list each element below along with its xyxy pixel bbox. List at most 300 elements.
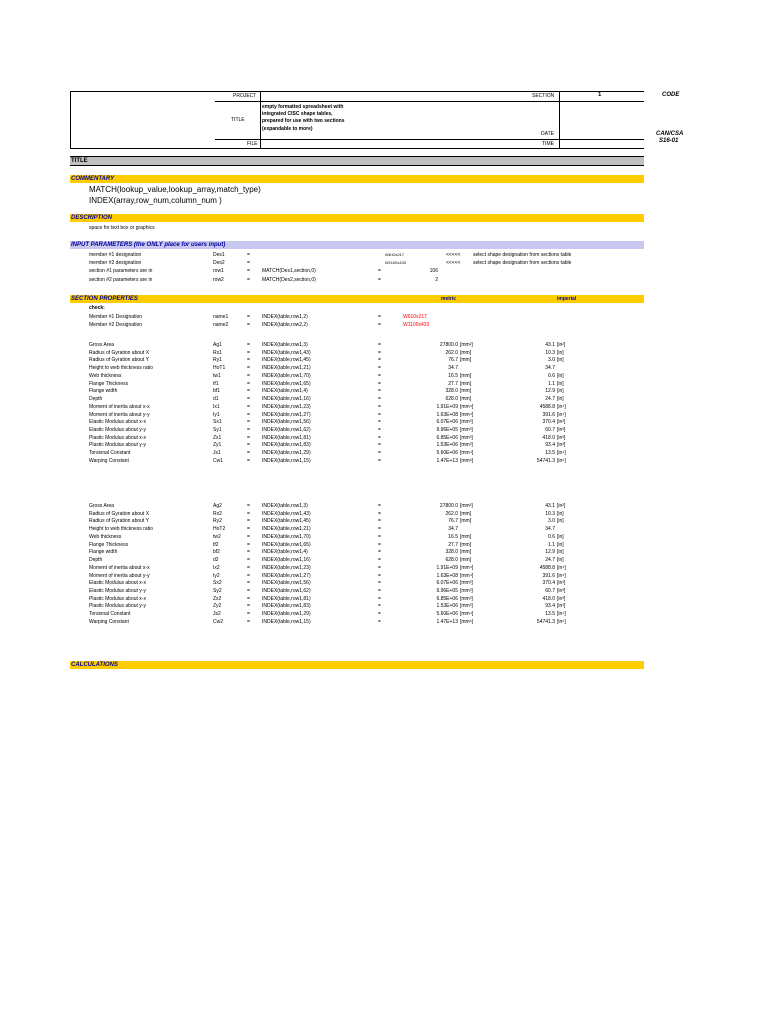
input-arrow: <<<<< [446, 252, 461, 258]
check-symbol: name2 [213, 322, 229, 328]
date-label: DATE [541, 131, 554, 137]
section-value[interactable]: 1 [598, 92, 602, 98]
metric-unit: [mm³] [460, 580, 473, 586]
imperial-unit: [in] [557, 542, 564, 548]
imperial-unit: [in⁶] [557, 619, 566, 625]
metric-unit: [mm⁶] [460, 619, 474, 625]
equals-sign: = [378, 611, 381, 617]
metric-value: 34.7 [448, 526, 458, 532]
equals-sign: = [247, 450, 250, 456]
metric-value: 27.7 [448, 542, 458, 548]
metric-value: 628.0 [445, 557, 458, 563]
imperial-value: 391.6 [542, 412, 555, 418]
property-symbol: Zy2 [213, 603, 222, 609]
metric-value: 9.96E+05 [436, 588, 458, 594]
imperial-value: 13.5 [545, 450, 555, 456]
property-symbol: d2 [213, 557, 219, 563]
imperial-unit: [in] [557, 396, 564, 402]
equals-sign: = [247, 357, 250, 363]
imperial-value: 418.0 [542, 435, 555, 441]
equals-sign: = [378, 365, 381, 371]
equals-sign: = [247, 603, 250, 609]
property-symbol: HoT1 [213, 365, 226, 371]
equals-sign: = [247, 419, 250, 425]
imperial-value: 43.1 [545, 342, 555, 348]
description-label: DESCRIPTION [71, 215, 113, 221]
property-symbol: Sx1 [213, 419, 222, 425]
property-symbol: Cw1 [213, 458, 224, 464]
property-formula: INDEX(table,row1,81) [262, 435, 311, 441]
metric-value: 1.91E+09 [436, 404, 458, 410]
description-band [70, 214, 644, 222]
equals-sign: = [247, 435, 250, 441]
metric-unit: [mm] [460, 542, 472, 548]
property-formula: INDEX(table,row1,3) [262, 342, 308, 348]
commentary-band [70, 175, 644, 183]
imperial-unit: [in³] [557, 435, 566, 441]
imperial-unit: [in³] [557, 427, 566, 433]
title-text-1[interactable]: empty formatted spreadsheet with [262, 104, 344, 110]
imperial-unit: [in⁴] [557, 573, 566, 579]
property-label: Depth [89, 557, 103, 563]
property-formula: INDEX(table,row1,81) [262, 596, 311, 602]
imperial-value: 0.6 [548, 373, 555, 379]
equals-sign: = [247, 588, 250, 594]
imperial-unit: [in³] [557, 580, 566, 586]
equals-sign: = [378, 596, 381, 602]
metric-unit: [mm] [460, 534, 472, 540]
equals-sign: = [378, 277, 381, 283]
equals-sign: = [247, 458, 250, 464]
metric-value: 27800.0 [439, 342, 458, 348]
imperial-unit: [in³] [557, 419, 566, 425]
metric-unit: [mm] [460, 373, 472, 379]
title-text-2[interactable]: integrated CISC shape tables, [262, 111, 333, 117]
property-formula: INDEX(table,row1,29) [262, 611, 311, 617]
metric-value: 262.0 [445, 350, 458, 356]
property-label: Flange Thickness [89, 381, 129, 387]
equals-sign: = [378, 542, 381, 548]
property-label: Height to web thickness ratio [89, 526, 153, 532]
check-formula: INDEX(table,row2,2) [262, 322, 308, 328]
equals-sign: = [247, 549, 250, 555]
calculations-label: CALCULATIONS [71, 662, 118, 668]
description-text: space for text box or graphics [89, 225, 155, 231]
imperial-value: 1.1 [548, 381, 555, 387]
imperial-unit: [in] [557, 381, 564, 387]
property-formula: INDEX(table,row1,83) [262, 603, 311, 609]
input-symbol: row1 [213, 268, 224, 274]
property-label: Web thickness [89, 373, 122, 379]
property-formula: INDEX(table,row1,16) [262, 396, 311, 402]
check-value: W1100x433 [403, 322, 430, 328]
input-note: select shape designation from sections table [473, 260, 572, 266]
imperial-unit: [in⁶] [557, 458, 566, 464]
metric-value: 328.0 [445, 549, 458, 555]
property-symbol: Ag1 [213, 342, 222, 348]
equals-sign: = [378, 549, 381, 555]
metric-unit: [mm] [460, 557, 472, 563]
code-value-2: S16-01 [659, 138, 679, 144]
property-symbol: tw2 [213, 534, 221, 540]
section-props-band [70, 295, 644, 303]
equals-sign: = [247, 252, 250, 258]
metric-value: 1.91E+09 [436, 565, 458, 571]
property-label: Torsional Constant [89, 611, 131, 617]
imperial-value: 60.7 [545, 588, 555, 594]
equals-sign: = [247, 268, 250, 274]
property-formula: INDEX(table,row1,21) [262, 526, 311, 532]
equals-sign: = [378, 427, 381, 433]
property-symbol: Zx2 [213, 596, 222, 602]
equals-sign: = [378, 342, 381, 348]
input-value[interactable]: 106 [429, 268, 438, 274]
property-symbol: Iy2 [213, 573, 220, 579]
metric-unit: [mm] [460, 357, 472, 363]
property-symbol: Ry1 [213, 357, 222, 363]
input-symbol: row2 [213, 277, 224, 283]
metric-unit: [mm⁴] [460, 573, 474, 579]
imperial-unit: [in⁴] [557, 611, 566, 617]
property-symbol: Cw2 [213, 619, 224, 625]
property-formula: INDEX(table,row1,56) [262, 419, 311, 425]
property-formula: INDEX(table,row1,4) [262, 549, 308, 555]
metric-value: 1.47E+13 [436, 458, 458, 464]
property-label: Radius of Gyration about X [89, 350, 150, 356]
imperial-value: 34.7 [545, 526, 555, 532]
commentary-label: COMMENTARY [71, 176, 115, 182]
equals-sign: = [247, 526, 250, 532]
property-label: Flange width [89, 549, 118, 555]
equals-sign: = [378, 381, 381, 387]
property-symbol: Sx2 [213, 580, 222, 586]
property-symbol: Ix1 [213, 404, 220, 410]
title-band-label: TITLE [71, 158, 88, 164]
code-value-1: CAN/CSA [656, 131, 684, 137]
metric-value: 1.53E+06 [436, 442, 458, 448]
metric-value: 6.07E+06 [436, 419, 458, 425]
property-symbol: Rx2 [213, 511, 222, 517]
metric-value: 6.85E+06 [436, 596, 458, 602]
equals-sign: = [247, 388, 250, 394]
time-label: TIME [542, 141, 554, 147]
property-formula: INDEX(table,row1,16) [262, 557, 311, 563]
imperial-value: 4588.8 [539, 404, 555, 410]
imperial-value: 24.7 [545, 396, 555, 402]
property-label: Elastic Modulus about y-y [89, 427, 146, 433]
metric-value: 1.63E+08 [436, 412, 458, 418]
property-symbol: tf1 [213, 381, 219, 387]
check-formula: INDEX(table,row1,2) [262, 314, 308, 320]
metric-unit: [mm⁴] [460, 404, 474, 410]
imperial-unit: [in] [557, 350, 564, 356]
equals-sign: = [247, 511, 250, 517]
equals-sign: = [378, 450, 381, 456]
equals-sign: = [378, 518, 381, 524]
property-formula: INDEX(table,row1,62) [262, 427, 311, 433]
equals-sign: = [378, 322, 381, 328]
metric-value: 76.7 [448, 518, 458, 524]
property-formula: INDEX(table,row1,23) [262, 404, 311, 410]
metric-value: 328.0 [445, 388, 458, 394]
property-formula: INDEX(table,row1,70) [262, 534, 311, 540]
imperial-value: 13.5 [545, 611, 555, 617]
metric-value: 34.7 [448, 365, 458, 371]
equals-sign: = [247, 557, 250, 563]
imperial-unit: [in] [557, 534, 564, 540]
imperial-unit: [in] [557, 388, 564, 394]
metric-unit: [mm⁴] [460, 565, 474, 571]
imperial-value: 54741.3 [536, 619, 555, 625]
property-formula: INDEX(table,row1,43) [262, 511, 311, 517]
metric-unit: [mm²] [460, 503, 473, 509]
equals-sign: = [378, 458, 381, 464]
property-formula: INDEX(table,row1,45) [262, 357, 311, 363]
equals-sign: = [378, 603, 381, 609]
input-label: section #2 parameters are in [89, 277, 153, 283]
equals-sign: = [247, 404, 250, 410]
metric-value: 1.47E+13 [436, 619, 458, 625]
equals-sign: = [378, 404, 381, 410]
imperial-value: 4588.8 [539, 565, 555, 571]
imperial-unit: [in] [557, 557, 564, 563]
metric-value: 16.5 [448, 534, 458, 540]
imperial-value: 34.7 [545, 365, 555, 371]
imperial-unit: [in] [557, 518, 564, 524]
commentary-line-2: INDEX(array,row_num,column_num ) [89, 196, 222, 205]
equals-sign: = [247, 277, 250, 283]
equals-sign: = [378, 619, 381, 625]
metric-value: 1.63E+08 [436, 573, 458, 579]
equals-sign: = [378, 357, 381, 363]
metric-value: 5.60E+06 [436, 450, 458, 456]
imperial-unit: [in] [557, 373, 564, 379]
title-text-4[interactable]: (expandable to more) [262, 126, 313, 132]
property-formula: INDEX(table,row1,29) [262, 450, 311, 456]
header-top-border [70, 91, 644, 92]
input-value[interactable]: W610x217 [385, 252, 405, 257]
property-label: Depth [89, 396, 103, 402]
check-label-row: Member #2 Designation [89, 322, 143, 328]
property-formula: INDEX(table,row1,27) [262, 412, 311, 418]
imperial-value: 370.4 [542, 419, 555, 425]
property-formula: INDEX(table,row1,21) [262, 365, 311, 371]
imperial-value: 3.0 [548, 518, 555, 524]
equals-sign: = [247, 534, 250, 540]
metric-unit: [mm] [460, 388, 472, 394]
equals-sign: = [378, 588, 381, 594]
imperial-header: imperial [557, 296, 577, 302]
property-formula: INDEX(table,row1,3) [262, 503, 308, 509]
property-symbol: HoT2 [213, 526, 226, 532]
input-value[interactable]: W1100x433 [385, 260, 407, 265]
property-formula: INDEX(table,row1,70) [262, 373, 311, 379]
property-label: Moment of inertia about x-x [89, 565, 150, 571]
metric-value: 16.5 [448, 373, 458, 379]
equals-sign: = [247, 619, 250, 625]
property-symbol: tf2 [213, 542, 219, 548]
imperial-unit: [in⁴] [557, 412, 566, 418]
equals-sign: = [247, 573, 250, 579]
equals-sign: = [247, 518, 250, 524]
imperial-unit: [in³] [557, 596, 566, 602]
equals-sign: = [247, 396, 250, 402]
equals-sign: = [247, 542, 250, 548]
property-symbol: Js1 [213, 450, 221, 456]
metric-unit: [mm⁴] [460, 611, 474, 617]
equals-sign: = [378, 396, 381, 402]
section-label: SECTION [532, 93, 555, 99]
imperial-unit: [in] [557, 511, 564, 517]
property-label: Gross Area [89, 503, 115, 509]
property-formula: INDEX(table,row1,43) [262, 350, 311, 356]
property-label: Plastic Modulus about x-x [89, 596, 146, 602]
property-formula: INDEX(table,row1,4) [262, 388, 308, 394]
input-value[interactable]: 2 [435, 277, 438, 283]
property-symbol: Zx1 [213, 435, 222, 441]
property-label: Moment of inertia about x-x [89, 404, 150, 410]
metric-value: 6.85E+06 [436, 435, 458, 441]
imperial-unit: [in] [557, 357, 564, 363]
imperial-unit: [in⁴] [557, 404, 566, 410]
input-symbol: Des2 [213, 260, 225, 266]
imperial-value: 24.7 [545, 557, 555, 563]
metric-value: 76.7 [448, 357, 458, 363]
property-label: Height to web thickness ratio [89, 365, 153, 371]
metric-unit: [mm³] [460, 596, 473, 602]
equals-sign: = [378, 557, 381, 563]
title-text-3[interactable]: prepared for use with two sections [262, 118, 345, 124]
equals-sign: = [378, 580, 381, 586]
metric-unit: [mm³] [460, 427, 473, 433]
property-label: Plastic Modulus about y-y [89, 442, 146, 448]
property-label: Elastic Modulus about y-y [89, 588, 146, 594]
metric-value: 5.60E+06 [436, 611, 458, 617]
equals-sign: = [247, 381, 250, 387]
property-symbol: Ix2 [213, 565, 220, 571]
imperial-value: 1.1 [548, 542, 555, 548]
equals-sign: = [378, 526, 381, 532]
equals-sign: = [247, 342, 250, 348]
property-label: Radius of Gyration about Y [89, 518, 149, 524]
header-left-border [70, 91, 71, 148]
imperial-value: 93.4 [545, 603, 555, 609]
equals-sign: = [378, 565, 381, 571]
property-symbol: tw1 [213, 373, 221, 379]
equals-sign: = [247, 373, 250, 379]
imperial-unit: [in⁴] [557, 450, 566, 456]
header-line-2 [215, 139, 644, 140]
input-band [70, 241, 644, 249]
imperial-value: 12.9 [545, 549, 555, 555]
check-value: W610x217 [403, 314, 427, 320]
property-label: Radius of Gyration about X [89, 511, 150, 517]
metric-unit: [mm] [460, 518, 472, 524]
imperial-unit: [in] [557, 549, 564, 555]
header-divider-2 [559, 91, 560, 148]
equals-sign: = [247, 442, 250, 448]
metric-value: 27.7 [448, 381, 458, 387]
metric-unit: [mm⁴] [460, 412, 474, 418]
metric-unit: [mm] [460, 396, 472, 402]
check-label-row: Member #1 Designation [89, 314, 143, 320]
property-label: Moment of inertia about y-y [89, 412, 150, 418]
metric-unit: [mm³] [460, 442, 473, 448]
check-label: check: [89, 305, 105, 311]
property-formula: INDEX(table,row1,65) [262, 542, 311, 548]
property-label: Web thickness [89, 534, 122, 540]
property-symbol: Sy1 [213, 427, 222, 433]
equals-sign: = [247, 427, 250, 433]
property-formula: INDEX(table,row1,56) [262, 580, 311, 586]
metric-value: 6.07E+06 [436, 580, 458, 586]
imperial-value: 10.3 [545, 511, 555, 517]
equals-sign: = [247, 596, 250, 602]
check-symbol: name1 [213, 314, 229, 320]
property-formula: INDEX(table,row1,62) [262, 588, 311, 594]
equals-sign: = [378, 314, 381, 320]
file-label: FILE [247, 141, 258, 147]
metric-unit: [mm⁶] [460, 458, 474, 464]
property-label: Gross Area [89, 342, 115, 348]
metric-unit: [mm³] [460, 419, 473, 425]
equals-sign: = [378, 268, 381, 274]
header-divider-1 [260, 91, 261, 148]
equals-sign: = [378, 412, 381, 418]
equals-sign: = [247, 412, 250, 418]
metric-value: 1.53E+06 [436, 603, 458, 609]
property-symbol: Iy1 [213, 412, 220, 418]
property-symbol: Ry2 [213, 518, 222, 524]
equals-sign: = [247, 365, 250, 371]
input-label: section #1 parameters are in [89, 268, 153, 274]
property-symbol: Zy1 [213, 442, 222, 448]
title-band [70, 156, 644, 166]
header-line-1 [215, 101, 644, 102]
imperial-unit: [in⁴] [557, 565, 566, 571]
imperial-unit: [in³] [557, 442, 566, 448]
metric-unit: [mm] [460, 381, 472, 387]
imperial-unit: [in³] [557, 603, 566, 609]
input-formula: MATCH(Des1,section,0) [262, 268, 316, 274]
title-label: TITLE [231, 117, 245, 123]
property-symbol: bf2 [213, 549, 220, 555]
imperial-value: 12.9 [545, 388, 555, 394]
property-symbol: Sy2 [213, 588, 222, 594]
property-label: Flange Thickness [89, 542, 129, 548]
imperial-value: 391.6 [542, 573, 555, 579]
property-label: Warping Constant [89, 458, 129, 464]
equals-sign: = [378, 503, 381, 509]
metric-unit: [mm³] [460, 588, 473, 594]
header-bottom-border [70, 148, 644, 149]
metric-unit: [mm³] [460, 603, 473, 609]
equals-sign: = [247, 580, 250, 586]
property-label: Moment of inertia about y-y [89, 573, 150, 579]
property-symbol: Rx1 [213, 350, 222, 356]
imperial-unit: [in³] [557, 588, 566, 594]
equals-sign: = [378, 511, 381, 517]
property-label: Torsional Constant [89, 450, 131, 456]
metric-unit: [mm³] [460, 435, 473, 441]
commentary-line-1: MATCH(lookup_value,lookup_array,match_type) [89, 185, 261, 194]
property-symbol: Js2 [213, 611, 221, 617]
metric-unit: [mm] [460, 511, 472, 517]
input-note: select shape designation from sections table [473, 252, 572, 258]
property-label: Plastic Modulus about y-y [89, 603, 146, 609]
imperial-value: 10.3 [545, 350, 555, 356]
metric-header: metric [441, 296, 457, 302]
